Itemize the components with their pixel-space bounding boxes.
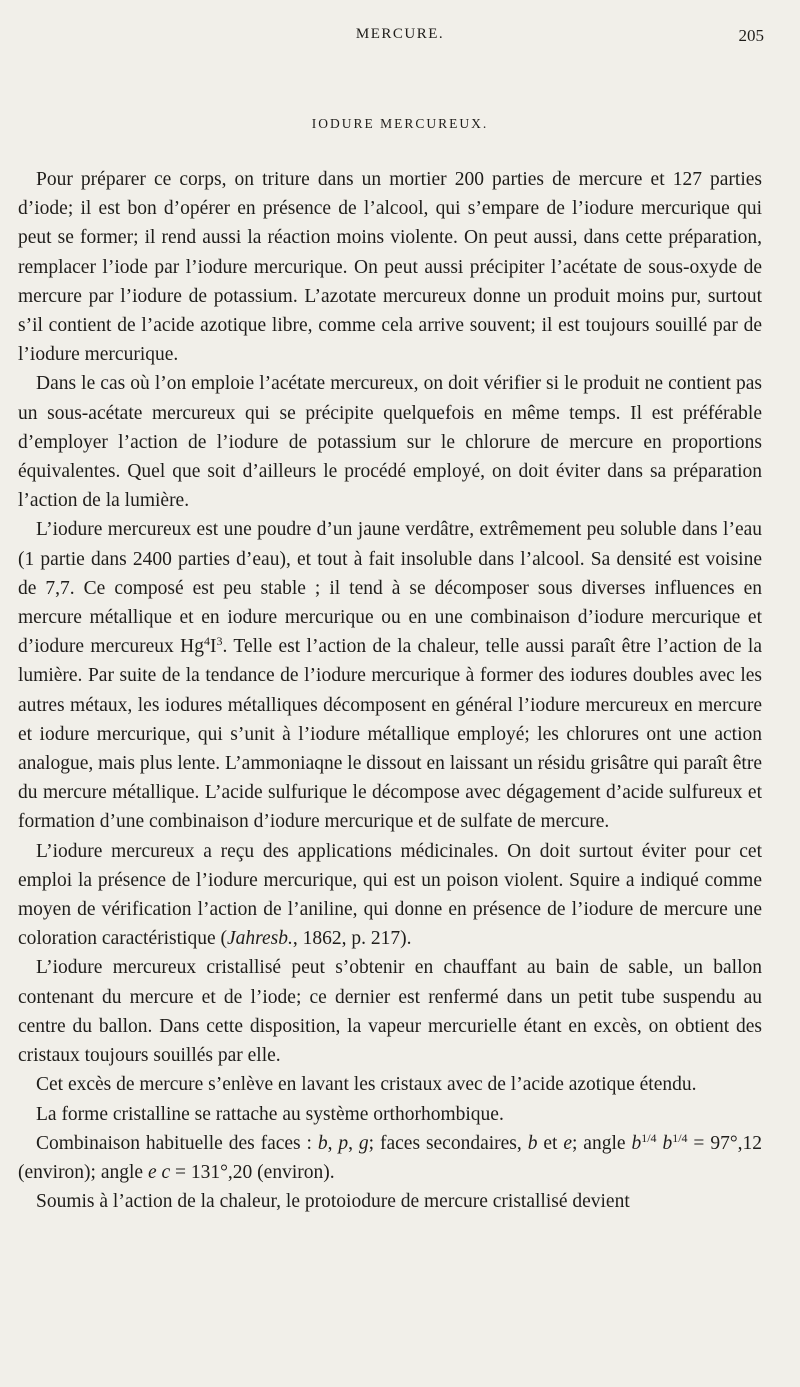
citation-italic: Jahresb. bbox=[226, 928, 293, 950]
paragraph-preparation: Pour préparer ce corps, on triture dans un mortier 200 parties de mercure et 127 parties d’iode; il est bon d’opérer en présence de l’alcool, qui s’empare de l’iodure mercurique qui peut se former; il rend aussi la réaction moins violente. On peut aussi, dans cette préparation, remplacer l’iode par l’iodure mercurique. On peut aussi précipiter l’acétate de sous-oxyde de mercure par l’iodure de potassium. L’azotate mercureux donne un produit moins pur, surtout s’il contient de l’acide azotique libre, comme cela arrive souvent; il est toujours souillé par de l’iodure mercurique. bbox=[18, 169, 762, 366]
text-segment: Combinaison habituelle des faces : bbox=[36, 1132, 318, 1154]
text-segment: , bbox=[327, 1132, 339, 1154]
text-segment: ; faces secondaires, bbox=[368, 1132, 528, 1154]
face-symbol: p bbox=[338, 1132, 349, 1154]
text-segment: . Telle est l’action de la chaleur, telle aussi paraît être l’action de la lumière. Par suite de la tendance de l’iodure mercurique à former des iodures doubles avec les autres métaux, les iodures métalliques décomposent en général l’iodure mercureux en mercure et iodure mercurique, qui s’unit à l’iodure métallique employé; les chlorures ont une action analogue, mais plus lente. L’ammoniaqne le dissout en laissant un résidu grisâtre qui paraît être du mercure métallique. L’acide sulfurique le décompose avec dégagement d’acide sulfureux et formation d’une combinaison d’iodure mercurique et de sulfate de mercure. bbox=[18, 636, 762, 833]
face-symbol: e bbox=[563, 1132, 572, 1154]
face-symbol: b bbox=[317, 1132, 328, 1154]
text-segment: ; angle bbox=[571, 1132, 632, 1154]
text-segment: L’iodure mercureux a reçu des applications médicinales. On doit surtout éviter pour cet emploi la présence de l’iodure mercurique, qui est un poison violent. Squire a indiqué comme moyen de vérification l’action de l’aniline, qui donne en présence de l’iodure de mercure une coloration caractéristique ( bbox=[18, 840, 762, 950]
paragraph-excess: Cet excès de mercure s’enlève en lavant les cristaux avec de l’acide azotique étendu. bbox=[36, 1074, 697, 1096]
superscript: 1/4 bbox=[672, 1130, 688, 1145]
page-number: 205 bbox=[738, 26, 764, 45]
paragraph-properties bbox=[18, 515, 762, 836]
text-segment: et bbox=[537, 1132, 564, 1154]
body-text bbox=[18, 165, 762, 1216]
text-segment: L’iodure mercureux est une poudre d’un jaune verdâtre, extrêmement peu soluble dans l’eau (1 partie dans 2400 parties d’eau), et tout à fait insoluble dans l’alcool. Sa densité est voisine de 7,7. Ce composé est peu stable ; il tend à se décomposer sous diverses influences en mercure métallique et en iodure mercurique ou en une combinaison d’iodure mercurique et d’iodure mercureux Hg bbox=[18, 519, 762, 658]
paragraph-crystallized: L’iodure mercureux cristallisé peut s’obtenir en chauffant au bain de sable, un ballon contenant du mercure et de l’iode; ce dernier est renfermé dans un petit tube suspendu au centre du ballon. Dans cette disposition, la vapeur mercurielle étant en excès, on obtient des cristaux toujours souillés par elle. bbox=[18, 957, 762, 1067]
superscript: 3 bbox=[216, 634, 223, 649]
paragraph-medicinal bbox=[18, 837, 762, 954]
text-segment: = 131°,20 (environ). bbox=[170, 1161, 335, 1183]
paragraph-heat: Soumis à l’action de la chaleur, le protoiodure de mercure cristallisé devient bbox=[36, 1191, 630, 1213]
face-symbol: b bbox=[662, 1132, 673, 1154]
face-symbol: b bbox=[527, 1132, 538, 1154]
paragraph-faces bbox=[18, 1129, 762, 1187]
superscript: 1/4 bbox=[641, 1130, 657, 1145]
section-title: IODURE MERCUREUX. bbox=[311, 116, 489, 131]
superscript: 4 bbox=[204, 634, 211, 649]
face-symbol: e c bbox=[147, 1161, 171, 1183]
text-segment: = 97°,12 (environ); angle bbox=[18, 1132, 763, 1183]
running-title: MERCURE. bbox=[355, 26, 445, 42]
running-header bbox=[0, 26, 800, 50]
face-symbol: g bbox=[358, 1132, 369, 1154]
paragraph-crystal-form: La forme cristalline se rattache au système orthorhombique. bbox=[36, 1103, 504, 1125]
text-segment: , bbox=[348, 1132, 359, 1154]
text-segment: , 1862, p. 217). bbox=[292, 928, 412, 950]
text-segment: I bbox=[210, 636, 217, 658]
paragraph-acetate: Dans le cas où l’on emploie l’acétate mercureux, on doit vérifier si le produit ne contient pas un sous-acétate mercureux qui se précipite quelquefois en même temps. Il est préférable d’employer l’action de l’iodure de potassium sur le chlorure de mercure en proportions équivalentes. Quel que soit d’ailleurs le procédé employé, on doit éviter dans sa préparation l’action de la lumière. bbox=[18, 373, 762, 512]
face-symbol: b bbox=[631, 1132, 642, 1154]
